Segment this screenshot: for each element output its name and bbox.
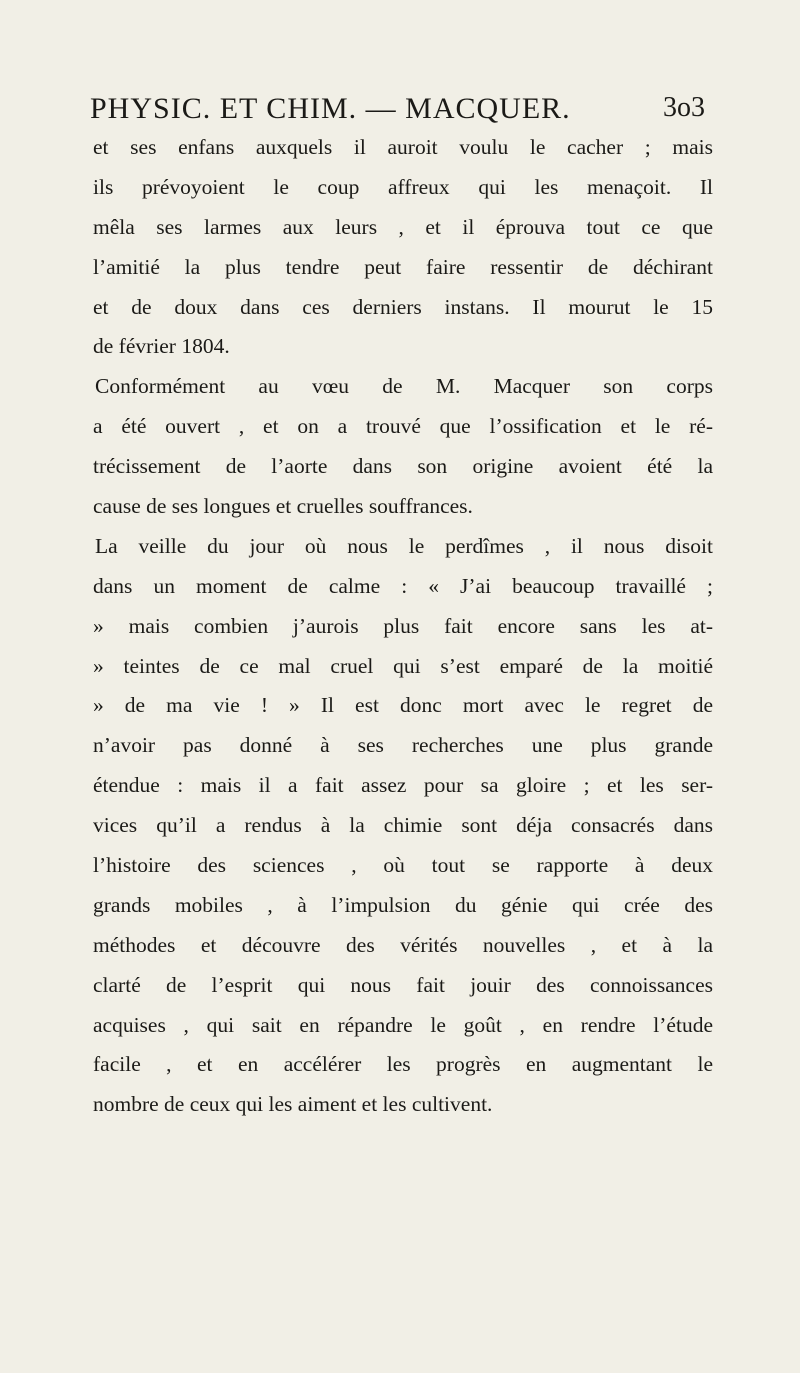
text-line: cause de ses longues et cruelles souffrances. bbox=[93, 494, 473, 519]
text-line: l’histoire des sciences , où tout se rapporte à deux bbox=[93, 853, 713, 878]
text-line: étendue : mais il a fait assez pour sa gloire ; et les ser- bbox=[93, 773, 713, 798]
text-line: n’avoir pas donné à ses recherches une plus grande bbox=[93, 733, 713, 758]
running-title: PHYSIC. ET CHIM. — MACQUER. bbox=[90, 92, 571, 125]
text-line: de février 1804. bbox=[93, 334, 230, 359]
text-line: nombre de ceux qui les aiment et les cultivent. bbox=[93, 1092, 493, 1117]
page-number: 3o3 bbox=[663, 92, 705, 123]
text-line: clarté de l’esprit qui nous fait jouir des connoissances bbox=[93, 972, 713, 997]
text-line: a été ouvert , et on a trouvé que l’ossification et le ré- bbox=[93, 414, 713, 439]
paragraph-start-line: Conformément au vœu de M. Macquer son corps bbox=[95, 374, 713, 399]
text-line: ils prévoyoient le coup affreux qui les menaçoit. Il bbox=[93, 174, 713, 199]
text-line: trécissement de l’aorte dans son origine avoient été la bbox=[93, 454, 713, 479]
text-line: » teintes de ce mal cruel qui s’est emparé de la moitié bbox=[93, 653, 713, 678]
text-line: acquises , qui sait en répandre le goût , en rendre l’étude bbox=[93, 1012, 713, 1037]
text-line: méthodes et découvre des vérités nouvelles , et à la bbox=[93, 932, 713, 957]
text-line: et ses enfans auxquels il auroit voulu le cacher ; mais bbox=[93, 135, 713, 159]
text-line: mêla ses larmes aux leurs , et il éprouva tout ce que bbox=[93, 214, 713, 239]
text-line: et de doux dans ces derniers instans. Il mourut le 15 bbox=[93, 294, 713, 319]
text-line: » de ma vie ! » Il est donc mort avec le regret de bbox=[93, 693, 713, 718]
text-line: l’amitié la plus tendre peut faire ressentir de déchirant bbox=[93, 254, 713, 279]
running-head bbox=[90, 92, 705, 132]
paragraph-start-line: La veille du jour où nous le perdîmes , il nous disoit bbox=[95, 533, 713, 558]
text-line: facile , et en accélérer les progrès en augmentant le bbox=[93, 1052, 713, 1077]
text-line: dans un moment de calme : « J’ai beaucoup travaillé ; bbox=[93, 573, 713, 598]
body-text bbox=[93, 128, 713, 1125]
text-line: » mais combien j’aurois plus fait encore sans les at- bbox=[93, 613, 713, 638]
text-line: grands mobiles , à l’impulsion du génie qui crée des bbox=[93, 892, 713, 917]
text-line: vices qu’il a rendus à la chimie sont déja consacrés dans bbox=[93, 813, 713, 838]
